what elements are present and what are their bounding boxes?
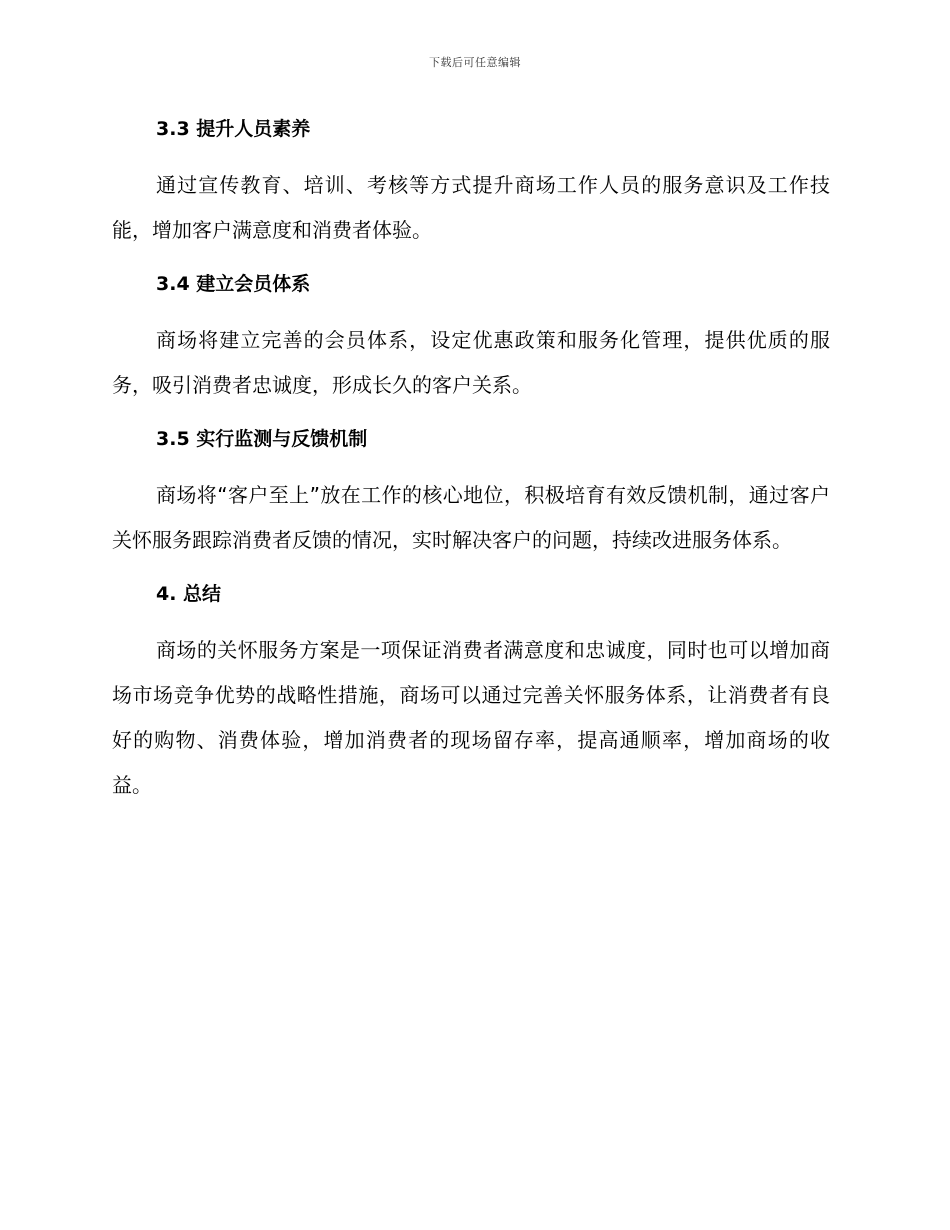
section-paragraph: 商场的关怀服务方案是一项保证消费者满意度和忠诚度，同时也可以增加商场市场竞争优势的战略性措施，商场可以通过完善关怀服务体系，让消费者有良好的购物、消费体验，增加消费者的现场留存率，提高通顺率，增加商场的收益。 [112, 638, 830, 797]
section-3-4 [112, 267, 830, 422]
section-4 [112, 577, 830, 808]
section-paragraph: 商场将建立完善的会员体系，设定优惠政策和服务化管理，提供优质的服务，吸引消费者忠诚度，形成长久的客户关系。 [112, 328, 830, 397]
section-heading: 3.4 建立会员体系 [156, 273, 311, 295]
section-heading: 3.5 实行监测与反馈机制 [156, 428, 368, 450]
section-heading: 3.3 提升人员素养 [156, 118, 311, 140]
document-body [112, 112, 830, 808]
section-3-5 [112, 422, 830, 577]
section-heading: 4. 总结 [156, 583, 222, 605]
section-paragraph: 商场将“客户至上”放在工作的核心地位，积极培育有效反馈机制，通过客户关怀服务跟踪消费者反馈的情况，实时解决客户的问题，持续改进服务体系。 [112, 483, 830, 552]
section-paragraph: 通过宣传教育、培训、考核等方式提升商场工作人员的服务意识及工作技能，增加客户满意度和消费者体验。 [112, 173, 830, 242]
section-3-3 [112, 112, 830, 267]
header-note: 下载后可任意编辑 [429, 56, 521, 69]
